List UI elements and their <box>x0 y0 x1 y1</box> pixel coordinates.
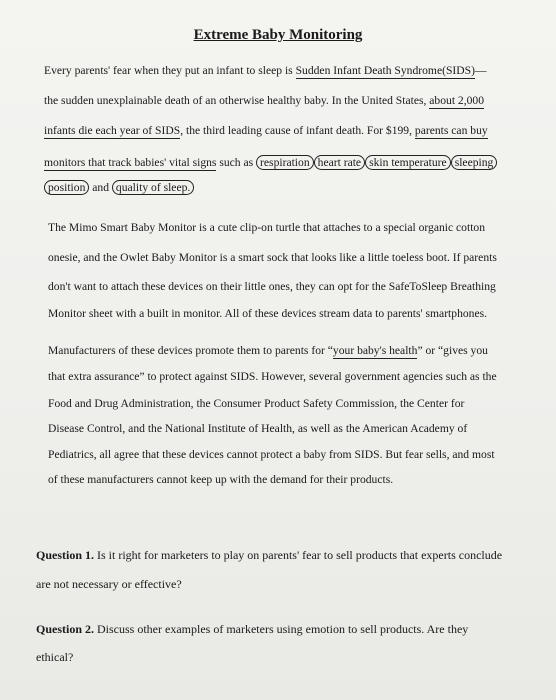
question-1 <box>36 548 502 562</box>
paragraph-3-line: Pediatrics, all agree that these devices cannot protect a baby from SIDS. But fear sells, and most <box>48 448 495 461</box>
question-text: Is it right for marketers to play on parents' fear to sell products that experts conclude <box>94 548 503 562</box>
text: and <box>89 181 112 194</box>
paragraph-1-line-3 <box>44 124 488 138</box>
text: , the third leading cause of infant death. For $199, <box>180 124 415 137</box>
question-text: Discuss other examples of marketers using emotion to sell products. Are they <box>94 622 469 636</box>
text: ” or “gives you <box>417 344 488 357</box>
paragraph-3-line <box>48 344 488 358</box>
question-2-continuation: ethical? <box>36 650 74 664</box>
question-1-continuation: are not necessary or effective? <box>36 577 182 591</box>
text: — <box>474 64 487 77</box>
text: the sudden unexplainable death of an otherwise healthy baby. In the United States, <box>44 94 430 107</box>
paragraph-3-line: Disease Control, and the National Institute of Health, as well as the American Academy of <box>48 422 468 435</box>
underlined-phrase: infants die each year of SIDS <box>44 124 181 137</box>
question-label: Question 1. <box>36 548 95 562</box>
paragraph-1-line-4 <box>44 155 497 170</box>
paragraph-1-line-5 <box>44 180 194 195</box>
underlined-phrase: parents can buy <box>414 124 488 137</box>
underlined-phrase: (SIDS) <box>442 64 475 77</box>
circled-word: heart rate <box>314 155 365 170</box>
circled-word: position <box>44 180 89 195</box>
paragraph-2-line: onesie, and the Owlet Baby Monitor is a smart sock that looks like a little toeless boot. If parents <box>48 251 497 264</box>
circled-word: skin temperature <box>365 155 451 170</box>
paragraph-3-line: Food and Drug Administration, the Consumer Product Safety Commission, the Center for <box>48 397 465 410</box>
text: Every parents' fear when they put an infant to sleep is <box>44 64 296 77</box>
text: Manufacturers of these devices promote them to parents for “ <box>48 344 333 357</box>
underlined-phrase: about 2,000 <box>429 94 485 107</box>
paragraph-2-line: The Mimo Smart Baby Monitor is a cute clip-on turtle that attaches to a special organic cotton <box>48 221 486 234</box>
text: such as <box>216 156 257 169</box>
underlined-phrase: your baby's health <box>332 344 418 357</box>
circled-word: quality of sleep. <box>112 180 194 195</box>
paragraph-1-line-1 <box>44 64 487 78</box>
circled-word: sleeping <box>451 155 498 170</box>
page-title: Extreme Baby Monitoring <box>193 27 363 43</box>
paragraph-3-line: of these manufacturers cannot keep up with the demand for their products. <box>48 473 394 486</box>
paragraph-2-line: don't want to attach these devices on their little ones, they can opt for the SafeToSleep Breathing <box>48 280 496 293</box>
paragraph-3-line: that extra assurance” to protect against SIDS. However, several government agencies such as the <box>48 370 497 383</box>
circled-word: respiration <box>256 155 314 170</box>
paragraph-1-line-2 <box>44 94 484 108</box>
underlined-phrase: monitors that track babies' vital signs <box>44 156 217 169</box>
question-2 <box>36 622 468 636</box>
paragraph-2-line: Monitor sheet with a built in monitor. All of these devices stream data to parents' smartphones. <box>48 307 488 320</box>
question-label: Question 2. <box>36 622 95 636</box>
underlined-phrase: Sudden Infant Death Syndrome <box>295 64 443 77</box>
